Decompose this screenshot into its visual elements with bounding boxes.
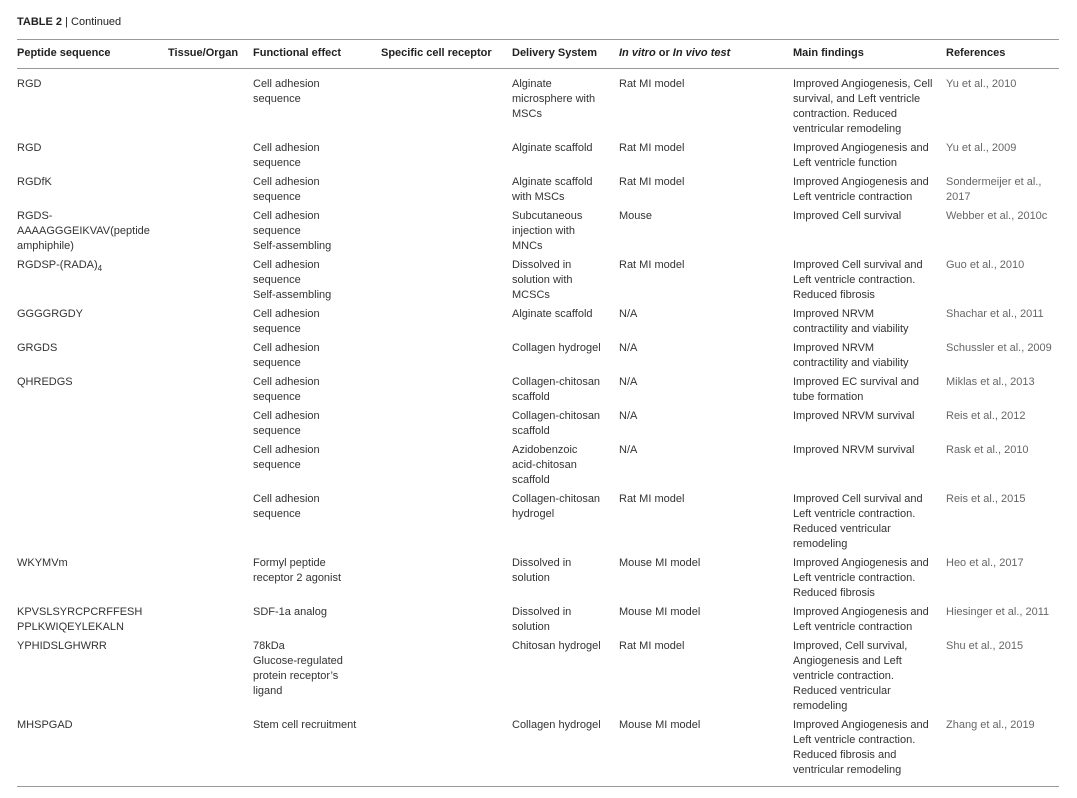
cell-ref: Zhang et al., 2019 [946,719,1035,731]
cell-peptide: MHSPGAD [17,719,73,731]
cell-findings: Improved Cell survival and Left ventricle contraction. Reduced fibrosis [793,259,923,301]
cell-test: Mouse [619,210,653,222]
cell-peptide: YPHIDSLGHWRR [17,640,107,652]
cell-findings: Improved NRVM survival [793,444,915,456]
header-in-vitro-text: In vitro [619,47,656,59]
cell-findings: Improved Angiogenesis and Left ventricle contraction [793,176,929,203]
header-specific-cell-receptor: Specific cell receptor [381,47,492,59]
header-or-text: or [655,47,673,59]
cell-test: N/A [619,410,638,422]
cell-test: Rat MI model [619,259,685,271]
cell-peptide [17,258,162,273]
cell-delivery: Collagen-chitosan hydrogel [512,493,601,520]
cell-findings: Improved Angiogenesis and Left ventricle contraction. Reduced fibrosis [793,557,929,599]
header-bottom-rule [17,68,1059,69]
cell-delivery: Dissolved in solution [512,557,572,584]
cell-findings: Improved Cell survival and Left ventricle contraction. Reduced ventricular remodeling [793,493,923,550]
cell-test: Rat MI model [619,640,685,652]
cell-effect: Stem cell recruitment [253,719,357,731]
cell-findings: Improved Cell survival [793,210,902,222]
cell-delivery: Collagen hydrogel [512,719,601,731]
cell-test: Rat MI model [619,142,685,154]
cell-delivery: Subcutaneous injection with MNCs [512,210,583,252]
cell-ref: Webber et al., 2010c [946,210,1048,222]
cell-ref: Yu et al., 2009 [946,142,1017,154]
cell-delivery: Alginate scaffold [512,308,593,320]
cell-ref: Guo et al., 2010 [946,259,1025,271]
cell-ref: Hiesinger et al., 2011 [946,606,1050,618]
header-main-findings: Main findings [793,47,864,59]
cell-test: Mouse MI model [619,719,701,731]
cell-test: Rat MI model [619,176,685,188]
cell-findings: Improved Angiogenesis, Cell survival, and Left ventricle contraction. Reduced ventricular remodeling [793,78,933,135]
cell-delivery: Collagen-chitosan scaffold [512,410,601,437]
cell-peptide: KPVSLSYRCPCRFFESH PPLKWIQEYLEKALN [17,606,143,633]
cell-ref: Sondermeijer et al., 2017 [946,176,1042,203]
cell-findings: Improved Angiogenesis and Left ventricle contraction. Reduced fibrosis and ventricular remodeling [793,719,929,776]
cell-effect: Cell adhesion sequence [253,493,320,520]
cell-test: Mouse MI model [619,557,701,569]
cell-effect: Cell adhesion sequence [253,308,320,335]
cell-peptide: GGGGRGDY [17,308,84,320]
cell-findings: Improved EC survival and tube formation [793,376,919,403]
cell-delivery: Azidobenzoic acid-chitosan scaffold [512,444,578,486]
table-caption [17,16,121,28]
cell-ref: Reis et al., 2015 [946,493,1026,505]
header-in-vitro-in-vivo-test [619,46,730,61]
cell-delivery: Chitosan hydrogel [512,640,601,652]
cell-test: Rat MI model [619,78,685,90]
cell-peptide: GRGDS [17,342,58,354]
cell-ref: Reis et al., 2012 [946,410,1026,422]
cell-test: N/A [619,444,638,456]
header-in-vivo-text: In vivo test [672,47,731,59]
cell-delivery: Alginate microsphere with MSCs [512,78,596,120]
cell-peptide: RGD [17,142,42,154]
cell-test: N/A [619,376,638,388]
cell-peptide: RGDS- AAAAGGGEIKVAV(peptide amphiphile) [17,210,150,252]
cell-ref: Shachar et al., 2011 [946,308,1044,320]
cell-peptide: QHREDGS [17,376,73,388]
cell-effect: Cell adhesion sequence [253,376,320,403]
cell-effect: SDF-1a analog [253,606,327,618]
cell-ref: Rask et al., 2010 [946,444,1029,456]
cell-peptide: RGDfK [17,176,52,188]
header-references: References [946,47,1006,59]
header-peptide-sequence: Peptide sequence [17,47,111,59]
cell-effect: Cell adhesion sequence Self-assembling [253,210,332,252]
peptide-subscript: 4 [97,264,103,274]
cell-delivery: Collagen-chitosan scaffold [512,376,601,403]
cell-findings: Improved NRVM contractility and viability [793,308,909,335]
header-functional-effect: Functional effect [253,47,342,59]
cell-ref: Shu et al., 2015 [946,640,1024,652]
cell-ref: Miklas et al., 2013 [946,376,1035,388]
cell-effect: Cell adhesion sequence [253,444,320,471]
cell-delivery: Alginate scaffold with MSCs [512,176,593,203]
caption-text: Continued [71,16,122,28]
table-bottom-rule [17,786,1059,787]
cell-findings: Improved, Cell survival, Angiogenesis and Left ventricle contraction. Reduced ventricular remodeling [793,640,908,712]
cell-findings: Improved Angiogenesis and Left ventricle contraction [793,606,929,633]
cell-effect: Formyl peptide receptor 2 agonist [253,557,342,584]
cell-effect: Cell adhesion sequence [253,342,320,369]
cell-delivery: Collagen hydrogel [512,342,601,354]
caption-separator: | [65,16,68,28]
cell-test: Mouse MI model [619,606,701,618]
cell-effect: Cell adhesion sequence Self-assembling [253,259,332,301]
cell-findings: Improved NRVM survival [793,410,915,422]
cell-effect: Cell adhesion sequence [253,176,320,203]
cell-ref: Yu et al., 2010 [946,78,1017,90]
cell-delivery: Alginate scaffold [512,142,593,154]
cell-test: N/A [619,342,638,354]
cell-delivery: Dissolved in solution [512,606,572,633]
table-top-rule [17,39,1059,40]
header-tissue-organ: Tissue/Organ [168,47,239,59]
cell-effect: 78kDa Glucose-regulated protein receptor’s ligand [253,640,343,697]
cell-delivery: Dissolved in solution with MCSCs [512,259,573,301]
cell-test: Rat MI model [619,493,685,505]
cell-peptide: WKYMVm [17,557,68,569]
cell-effect: Cell adhesion sequence [253,142,320,169]
cell-effect: Cell adhesion sequence [253,78,320,105]
cell-ref: Heo et al., 2017 [946,557,1024,569]
peptide-text: RGDSP-(RADA) [17,259,98,271]
cell-effect: Cell adhesion sequence [253,410,320,437]
cell-findings: Improved Angiogenesis and Left ventricle function [793,142,929,169]
cell-ref: Schussler et al., 2009 [946,342,1052,354]
header-delivery-system: Delivery System [512,47,597,59]
cell-findings: Improved NRVM contractility and viability [793,342,909,369]
cell-peptide: RGD [17,78,42,90]
table-label: TABLE 2 [17,16,63,28]
cell-test: N/A [619,308,638,320]
